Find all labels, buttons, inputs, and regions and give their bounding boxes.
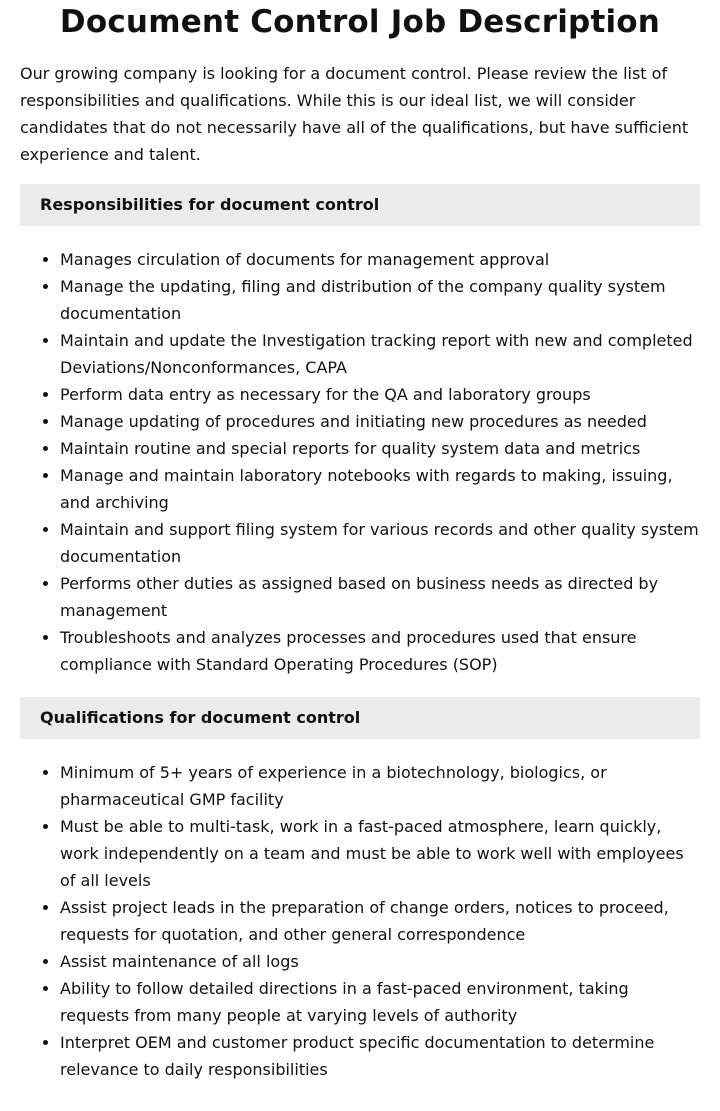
list-item: • Minimum of 5+ years of experience in a biotechnology, biologics, or pharmaceutical GMP facility xyxy=(60,759,700,813)
list-item: • Troubleshoots and analyzes processes and procedures used that ensure compliance with Standard Operating Procedures (SOP) xyxy=(60,624,700,678)
list-item: • Perform data entry as necessary for the QA and laboratory groups xyxy=(60,381,700,408)
list-item: • Maintain and update the Investigation tracking report with new and completed Deviations/Nonconformances, CAPA xyxy=(60,327,700,381)
page-title: Document Control Job Description xyxy=(59,4,661,40)
responsibilities-list xyxy=(20,246,700,678)
list-item: • Manages circulation of documents for management approval xyxy=(60,246,700,273)
list-item: • Interpret OEM and customer product specific documentation to determine relevance to daily responsibilities xyxy=(60,1029,700,1083)
list-item: • Manage updating of procedures and initiating new procedures as needed xyxy=(60,408,700,435)
list-item: • Assist project leads in the preparation of change orders, notices to proceed, requests for quotation, and other general correspondence xyxy=(60,894,700,948)
list-item: • Assist maintenance of all logs xyxy=(60,948,700,975)
qualifications-list xyxy=(20,759,700,1083)
list-item: • Performs other duties as assigned based on business needs as directed by management xyxy=(60,570,700,624)
list-item: • Maintain routine and special reports for quality system data and metrics xyxy=(60,435,700,462)
list-item: • Must be able to multi-task, work in a fast-paced atmosphere, learn quickly, work independently on a team and must be able to work well with employees of all levels xyxy=(60,813,700,894)
list-item: • Manage and maintain laboratory notebooks with regards to making, issuing, and archiving xyxy=(60,462,700,516)
list-item: • Ability to follow detailed directions in a fast-paced environment, taking requests from many people at varying levels of authority xyxy=(60,975,700,1029)
intro-paragraph: Our growing company is looking for a document control. Please review the list of responsibilities and qualifications. While this is our ideal list, we will consider candidates that do not necessarily have all of the qualifications, but have sufficient experience and talent. xyxy=(20,64,689,164)
list-item: • Manage the updating, filing and distribution of the company quality system documentation xyxy=(60,273,700,327)
qualifications-heading: Qualifications for document control xyxy=(20,697,700,739)
responsibilities-heading: Responsibilities for document control xyxy=(20,184,700,226)
list-item: • Maintain and support filing system for various records and other quality system documentation xyxy=(60,516,700,570)
